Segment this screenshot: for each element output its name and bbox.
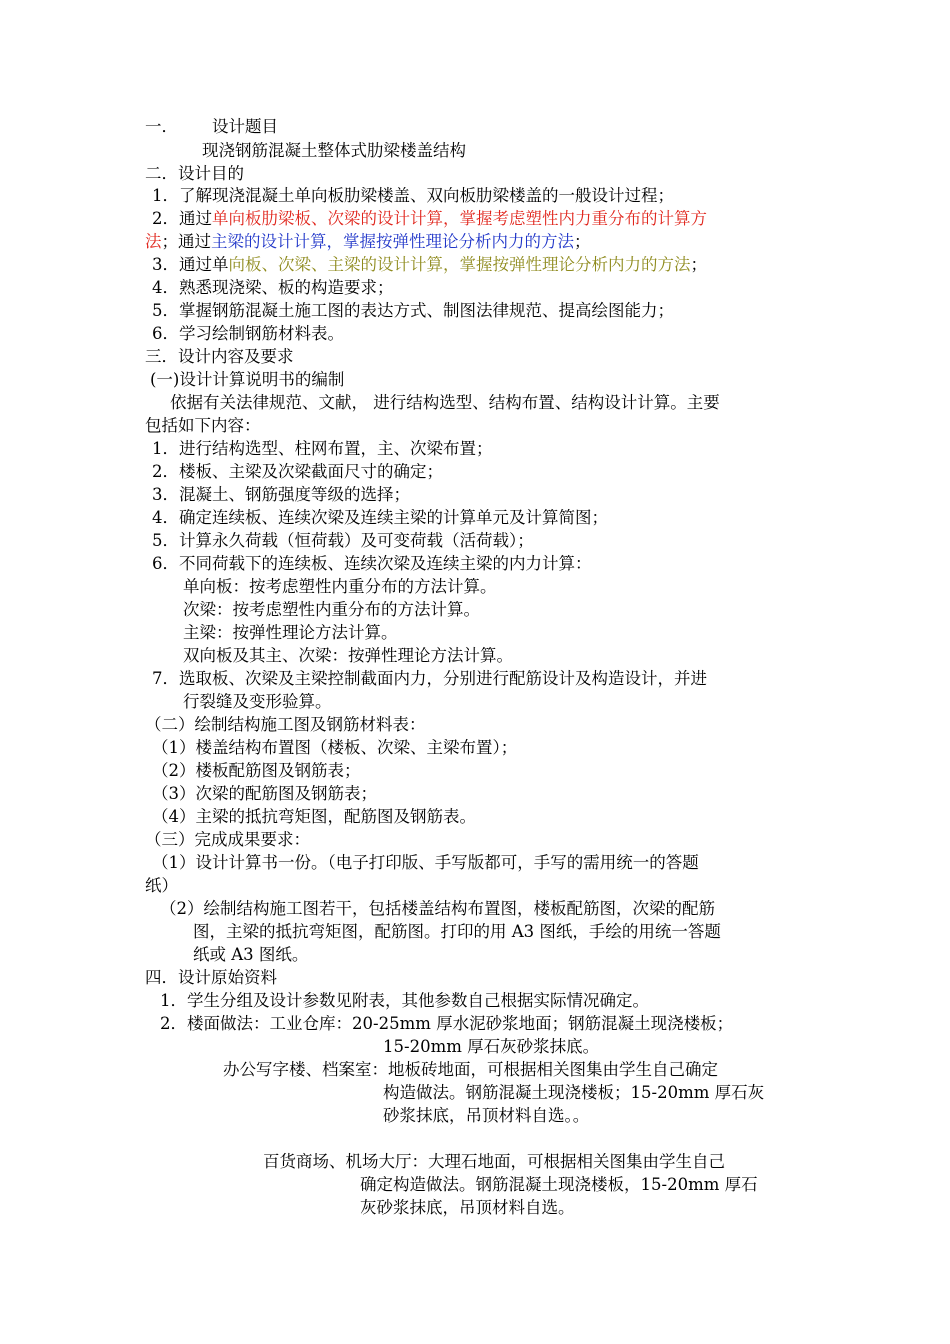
section-3-heading: 三．设计内容及要求 — [145, 347, 294, 366]
purpose-item-2-red-text: 单向板肋梁板、次梁的设计计算，掌握考虑塑性内力重分布的计算方 — [212, 209, 707, 228]
content-item-4: 4．确定连续板、连续次梁及连续主梁的计算单元及计算简图； — [152, 508, 608, 527]
purpose-item-4: 4．熟悉现浇梁、板的构造要求； — [152, 278, 394, 297]
source-item-2-warehouse-cont: 15-20mm 厚石灰砂浆抹底。 — [383, 1037, 600, 1056]
purpose-item-3 — [152, 253, 707, 276]
content-item-5: 5．计算永久荷载（恒荷载）及可变荷载（活荷载）； — [152, 531, 534, 550]
deliverable-item-2-line-2: 图，主梁的抵抗弯矩图，配筋图。打印的用 A3 图纸，手绘的用统一答题 — [193, 922, 721, 941]
content-item-6-one-way-slab: 单向板：按考虑塑性内重分布的方法计算。 — [183, 577, 497, 596]
section-2-heading: 二．设计目的 — [145, 164, 244, 183]
content-item-2: 2．楼板、主梁及次梁截面尺寸的确定； — [152, 462, 443, 481]
content-item-7-line-1: 7．选取板、次梁及主梁控制截面内力，分别进行配筋设计及构造设计，并进 — [152, 669, 707, 688]
content-item-6: 6．不同荷载下的连续板、连续次梁及连续主梁的内力计算： — [152, 554, 592, 573]
drawing-item-1: （1）楼盖结构布置图（楼板、次梁、主梁布置）； — [152, 738, 518, 757]
purpose-item-5: 5．掌握钢筋混凝土施工图的表达方式、制图法律规范、提高绘图能力； — [152, 301, 674, 320]
purpose-item-2-line-2 — [145, 230, 591, 253]
design-title: 现浇钢筋混凝土整体式肋梁楼盖结构 — [202, 141, 466, 160]
purpose-item-1: 1．了解现浇混凝土单向板肋梁楼盖、双向板肋梁楼盖的一般设计过程； — [152, 186, 674, 205]
part-1-intro-line-1: 依据有关法律规范、文献， 进行结构选型、结构布置、结构设计计算。主要 — [170, 393, 720, 412]
deliverable-item-2-line-3: 纸或 A3 图纸。 — [193, 945, 309, 964]
source-item-2-mall: 百货商场、机场大厅：大理石地面，可根据相关图集由学生自己 — [263, 1152, 725, 1171]
source-item-1: 1．学生分组及设计参数见附表，其他参数自己根据实际情况确定。 — [160, 991, 649, 1010]
drawing-item-3: （3）次梁的配筋图及钢筋表； — [152, 784, 377, 803]
content-item-3: 3．混凝土、钢筋强度等级的选择； — [152, 485, 410, 504]
content-item-6-secondary-beam: 次梁：按考虑塑性内重分布的方法计算。 — [183, 600, 480, 619]
part-1-heading: (一)设计计算说明书的编制 — [150, 370, 345, 389]
purpose-item-2-mid: ；通过 — [161, 232, 211, 251]
purpose-item-3-olive-text: 向板、次梁、主梁的设计计算，掌握按弹性理论分析内力的方法 — [228, 255, 691, 274]
section-1-number: 一． — [145, 117, 178, 136]
purpose-item-2-prefix: 2．通过 — [152, 209, 212, 228]
source-item-2-office: 办公写字楼、档案室：地板砖地面，可根据相关图集由学生自己确定 — [223, 1060, 718, 1079]
deliverable-item-1-line-1: （1）设计计算书一份。（电子打印版、手写版都可，手写的需用统一的答题 — [152, 853, 699, 872]
purpose-item-3-prefix: 3．通过单 — [152, 255, 229, 274]
source-item-2-mall-cont-1: 确定构造做法。钢筋混凝土现浇楼板，15-20mm 厚石 — [360, 1175, 758, 1194]
drawing-item-4: （4）主梁的抵抗弯矩图，配筋图及钢筋表。 — [152, 807, 476, 826]
purpose-item-2-blue-text: 主梁的设计计算，掌握按弹性理论分析内力的方法 — [211, 232, 574, 251]
part-1-intro-line-2: 包括如下内容： — [145, 416, 261, 435]
source-item-2-office-cont-2: 砂浆抹底，吊顶材料自选。。 — [383, 1106, 590, 1125]
part-2-heading: （二）绘制结构施工图及钢筋材料表： — [145, 715, 426, 734]
source-item-2-mall-cont-2: 灰砂浆抹底，吊顶材料自选。 — [360, 1198, 575, 1217]
source-item-2-office-cont-1: 构造做法。钢筋混凝土现浇楼板；15-20mm 厚石灰 — [383, 1083, 765, 1102]
content-item-1: 1．进行结构选型、柱网布置，主、次梁布置； — [152, 439, 493, 458]
section-1-heading: 设计题目 — [212, 117, 278, 136]
purpose-item-2-line-1 — [152, 207, 707, 230]
deliverable-item-2-line-1: （2）绘制结构施工图若干，包括楼盖结构布置图，楼板配筋图，次梁的配筋 — [160, 899, 715, 918]
part-3-heading: （三）完成成果要求： — [145, 830, 310, 849]
purpose-item-2-red-end: 法 — [145, 232, 162, 251]
deliverable-item-1-line-2: 纸） — [145, 876, 178, 895]
content-item-7-line-2: 行裂缝及变形验算。 — [183, 692, 332, 711]
purpose-item-3-end: ； — [690, 255, 707, 274]
purpose-item-6: 6．学习绘制钢筋材料表。 — [152, 324, 344, 343]
drawing-item-2: （2）楼板配筋图及钢筋表； — [152, 761, 361, 780]
source-item-2-warehouse: 2．楼面做法：工业仓库：20-25mm 厚水泥砂浆地面；钢筋混凝土现浇楼板； — [160, 1014, 734, 1033]
content-item-6-main-beam: 主梁：按弹性理论方法计算。 — [183, 623, 398, 642]
section-4-heading: 四．设计原始资料 — [145, 968, 277, 987]
purpose-item-2-end: ； — [574, 232, 591, 251]
content-item-6-two-way-slab: 双向板及其主、次梁：按弹性理论方法计算。 — [183, 646, 513, 665]
